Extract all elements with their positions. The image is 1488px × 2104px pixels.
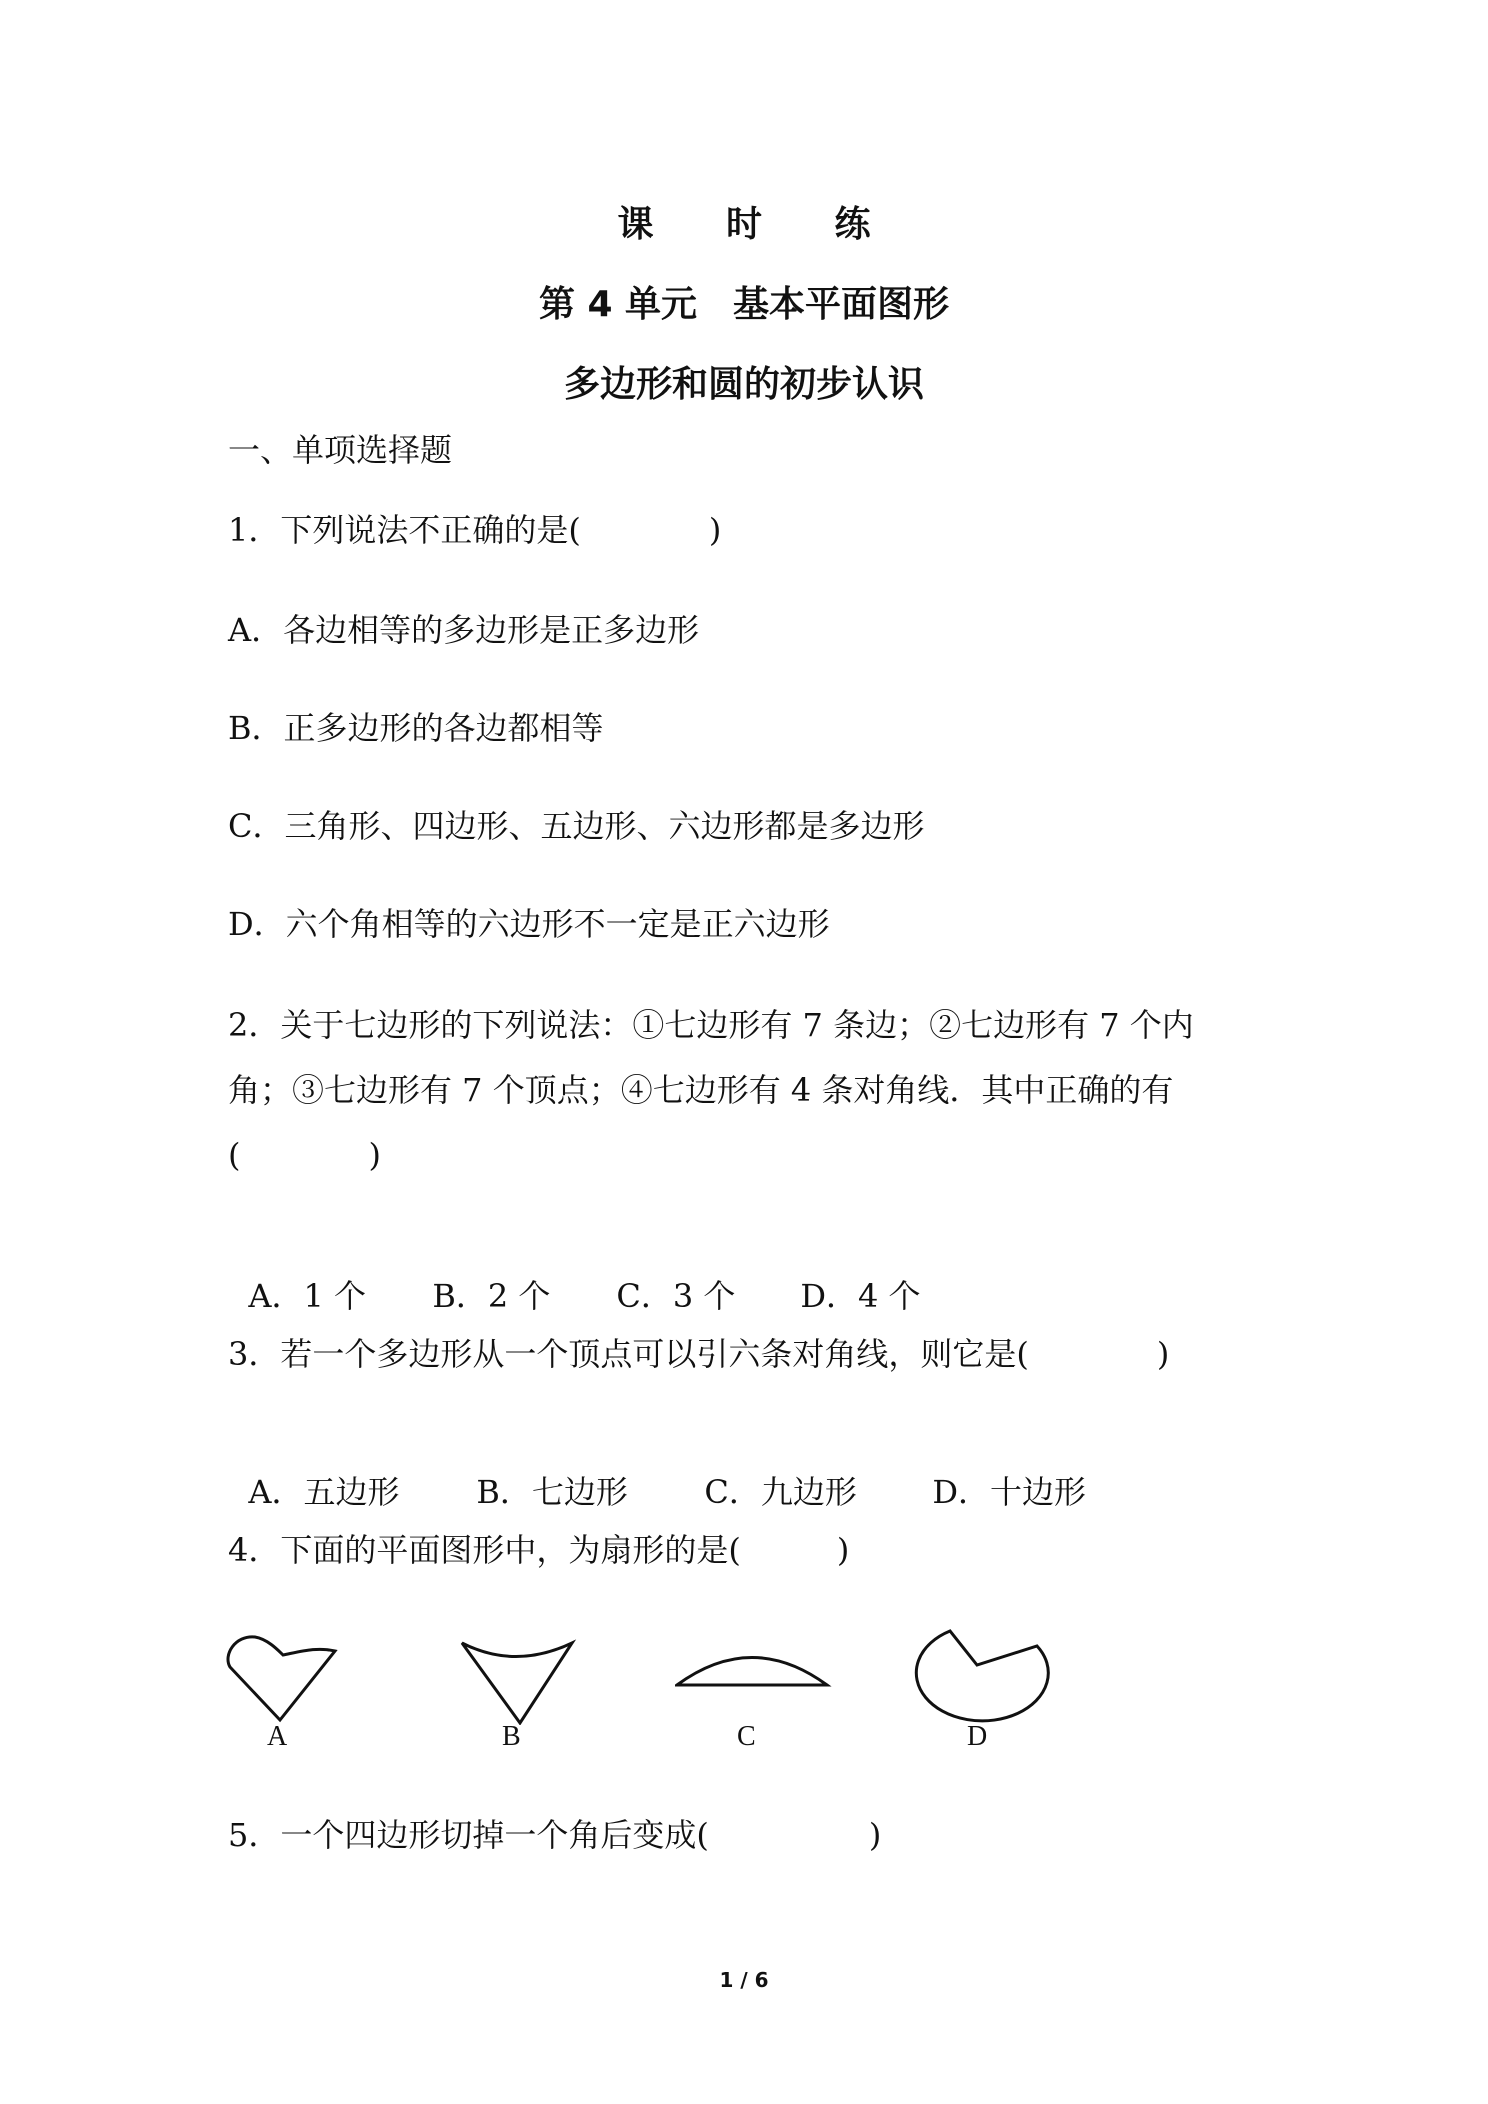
q4-stem: 4．下面的平面图形中，为扇形的是( )	[228, 1531, 850, 1569]
q2-stem-line1: 2．关于七边形的下列说法：①七边形有 7 条边；②七边形有 7 个内	[228, 1006, 1194, 1044]
q5-stem: 5．一个四边形切掉一个角后变成( )	[228, 1816, 882, 1854]
figure-a-label: A	[267, 1721, 288, 1752]
figure-a-shape	[225, 1625, 345, 1725]
page-number: 1 / 6	[719, 1968, 769, 1992]
q1-option-d: D．六个角相等的六边形不一定是正六边形	[228, 905, 830, 943]
lesson-title: 多边形和圆的初步认识	[563, 364, 924, 405]
q1-option-a: A．各边相等的多边形是正多边形	[228, 611, 700, 649]
figure-c-shape	[675, 1625, 835, 1725]
section-heading: 一、单项选择题	[228, 431, 453, 469]
q2-option-a: A．1 个	[248, 1277, 366, 1315]
figure-a	[225, 1625, 345, 1752]
q2-option-b: B．2 个	[432, 1277, 551, 1315]
figure-b-label: B	[502, 1721, 521, 1752]
figure-d-label: D	[967, 1721, 988, 1752]
q3-option-b: B．七边形	[476, 1473, 628, 1511]
q2-stem-line3: ( )	[228, 1136, 381, 1174]
q4-figures	[220, 1625, 1120, 1765]
q1-stem: 1．下列说法不正确的是( )	[228, 511, 722, 549]
figure-c	[675, 1625, 835, 1752]
q1-option-c: C．三角形、四边形、五边形、六边形都是多边形	[228, 807, 925, 845]
q1-option-b: B．正多边形的各边都相等	[228, 709, 604, 747]
page-title: 课 时 练	[617, 204, 901, 245]
figure-d-shape	[905, 1625, 1055, 1725]
q3-stem: 3．若一个多边形从一个顶点可以引六条对角线，则它是( )	[228, 1335, 1170, 1373]
q2-options	[228, 1236, 921, 1316]
q3-options	[228, 1432, 1086, 1512]
q2-option-d: D．4 个	[800, 1277, 921, 1315]
q2-option-c: C．3 个	[616, 1277, 736, 1315]
figure-b-shape	[460, 1625, 580, 1725]
figure-b	[460, 1625, 580, 1752]
q3-option-d: D．十边形	[932, 1473, 1087, 1511]
q2-stem-line2: 角；③七边形有 7 个顶点；④七边形有 4 条对角线．其中正确的有	[228, 1071, 1174, 1109]
figure-c-label: C	[737, 1721, 756, 1752]
q3-option-c: C．九边形	[704, 1473, 857, 1511]
unit-title: 第 4 单元 基本平面图形	[538, 284, 950, 325]
figure-d	[905, 1625, 1055, 1752]
q3-option-a: A．五边形	[248, 1473, 400, 1511]
